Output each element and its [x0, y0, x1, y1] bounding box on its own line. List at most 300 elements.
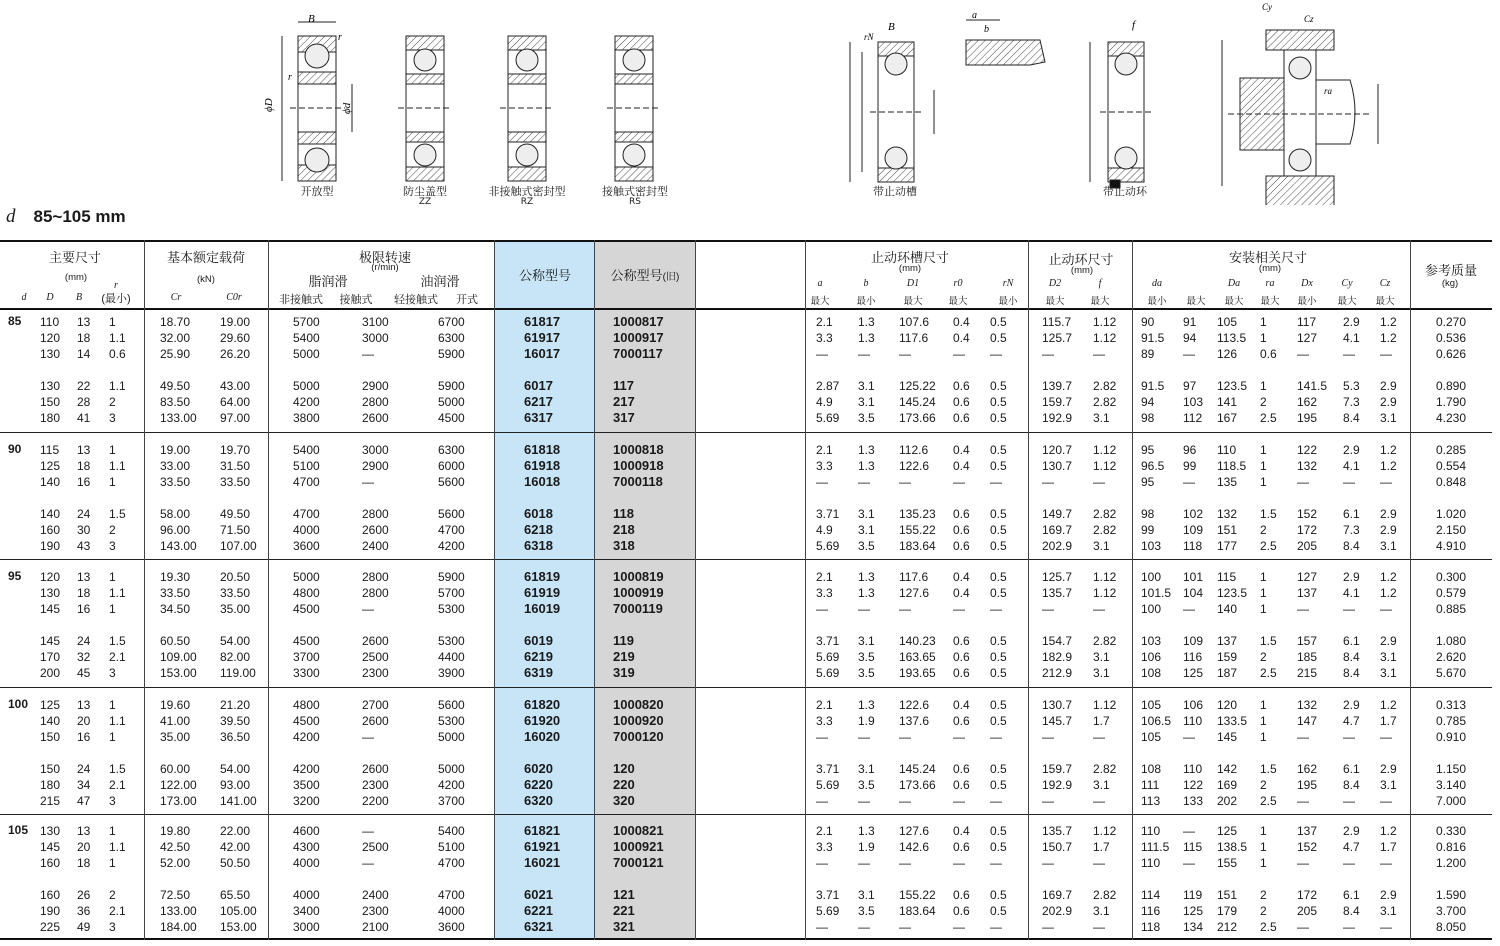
table-cell: 125.22 — [899, 379, 936, 393]
table-cell: 2600 — [362, 762, 389, 776]
groove-col-symbol: b — [863, 278, 869, 289]
table-cell: 2.1 — [816, 570, 833, 584]
old-model-number: 7000118 — [613, 474, 663, 489]
open-bearing-drawing — [282, 22, 352, 181]
table-cell: — — [990, 920, 1002, 934]
table-cell: 126 — [1217, 347, 1238, 361]
group-rule — [0, 559, 1492, 560]
table-cell: 3000 — [362, 331, 389, 345]
table-cell: — — [899, 475, 911, 489]
table-cell: 120.7 — [1042, 443, 1073, 457]
table-cell: 0.6 — [953, 539, 970, 553]
table-cell: 145 — [40, 602, 61, 616]
table-row — [0, 330, 1492, 346]
model-number: 61817 — [524, 314, 561, 329]
table-cell: 0.5 — [990, 778, 1007, 792]
table-row — [0, 458, 1492, 474]
table-cell: — — [1297, 347, 1309, 361]
table-cell: 2 — [1260, 395, 1267, 409]
table-cell: 35.00 — [160, 730, 191, 744]
table-cell: 24 — [77, 507, 91, 521]
table-cell: — — [899, 794, 911, 808]
table-cell: 1.3 — [858, 586, 875, 600]
old-model-number: 1000820 — [613, 697, 664, 712]
table-row — [0, 522, 1492, 538]
old-model-number: 119 — [613, 633, 634, 648]
table-cell: 31.50 — [220, 459, 251, 473]
table-cell: 225 — [40, 920, 61, 934]
table-cell: 145.24 — [899, 395, 936, 409]
table-cell: 110 — [1217, 443, 1237, 457]
table-cell: 7.3 — [1343, 523, 1360, 537]
groove-col-limit: 最大 — [903, 296, 923, 307]
old-model-number: 318 — [613, 538, 635, 553]
table-cell: 133.5 — [1217, 714, 1248, 728]
old-model-number: 219 — [613, 649, 635, 664]
table-cell: 18 — [77, 586, 91, 600]
dim-Cy: Cy — [1262, 2, 1272, 12]
table-cell: 123.5 — [1217, 586, 1248, 600]
table-cell: — — [1380, 475, 1392, 489]
table-cell: 3 — [109, 411, 116, 425]
table-row — [0, 839, 1492, 855]
table-cell: 0.5 — [990, 395, 1007, 409]
table-cell: — — [1183, 730, 1195, 744]
table-bottom-rule — [0, 938, 1492, 940]
old-model-number: 218 — [613, 522, 635, 537]
table-cell: 1.12 — [1093, 824, 1117, 838]
table-cell: 0.4 — [953, 459, 970, 473]
table-cell: 6700 — [438, 315, 465, 329]
table-cell: 3.5 — [858, 411, 875, 425]
table-cell: 101 — [1183, 570, 1204, 584]
table-cell: 3.71 — [816, 507, 840, 521]
table-cell: — — [1380, 347, 1392, 361]
table-cell: 1.12 — [1093, 586, 1117, 600]
table-cell: 0.5 — [990, 459, 1007, 473]
table-cell: 202.9 — [1042, 539, 1073, 553]
header-col-d: d — [21, 292, 27, 303]
table-cell: 5300 — [438, 602, 465, 616]
table-cell: 2.9 — [1343, 443, 1360, 457]
table-cell: 133.00 — [160, 411, 197, 425]
table-cell: 4.910 — [1436, 539, 1467, 553]
table-cell: 3700 — [293, 650, 320, 664]
table-cell: 116 — [1141, 904, 1161, 918]
table-cell: 13 — [77, 698, 91, 712]
table-cell: — — [990, 475, 1002, 489]
table-cell: 13 — [77, 315, 91, 329]
table-cell: 1.5 — [1260, 507, 1277, 521]
table-cell: 98 — [1141, 507, 1155, 521]
table-cell: 185 — [1297, 650, 1318, 664]
table-cell: — — [858, 856, 870, 870]
table-cell: 1.7 — [1093, 714, 1110, 728]
table-cell: 122 — [1183, 778, 1204, 792]
table-cell: 3.1 — [1093, 650, 1110, 664]
table-cell: 1 — [1260, 714, 1267, 728]
table-cell: — — [1093, 920, 1105, 934]
table-cell: 2900 — [362, 459, 389, 473]
table-cell: 103 — [1141, 634, 1162, 648]
bore-diameter: 85 — [8, 314, 22, 328]
table-cell: 1.3 — [858, 315, 875, 329]
groove-col-symbol: r0 — [953, 278, 963, 289]
table-cell: 3.1 — [1380, 666, 1397, 680]
table-cell: 170 — [40, 650, 61, 664]
label-open: 开放型 — [300, 185, 334, 198]
table-cell: 3.3 — [816, 714, 833, 728]
model-number: 16020 — [524, 729, 561, 744]
mount-col-symbol: Da — [1227, 278, 1241, 289]
table-cell: 150 — [40, 395, 61, 409]
table-cell: 2 — [1260, 888, 1267, 902]
table-cell: 130 — [40, 586, 61, 600]
model-number: 6221 — [524, 903, 553, 918]
table-cell: 143.00 — [160, 539, 197, 553]
table-cell: 3.1 — [858, 634, 875, 648]
table-cell: — — [899, 602, 911, 616]
table-cell: 4800 — [293, 698, 320, 712]
table-row — [0, 919, 1492, 935]
table-cell: 2.9 — [1380, 634, 1397, 648]
table-cell: 190 — [40, 539, 61, 553]
table-cell: — — [1093, 475, 1105, 489]
table-cell: 108 — [1141, 666, 1162, 680]
table-cell: 212.9 — [1042, 666, 1073, 680]
table-cell: 26 — [77, 888, 91, 902]
table-cell: 24 — [77, 762, 91, 776]
table-cell: 1 — [1260, 824, 1267, 838]
group-rule — [0, 432, 1492, 433]
table-cell: 2.82 — [1093, 379, 1117, 393]
table-cell: 125 — [1183, 904, 1204, 918]
table-cell: 8.4 — [1343, 904, 1360, 918]
table-cell: 173.00 — [160, 794, 197, 808]
table-cell: 3.1 — [858, 762, 875, 776]
table-cell: 4200 — [438, 539, 465, 553]
table-row — [0, 633, 1492, 649]
old-model-number: 319 — [613, 665, 635, 680]
table-cell: 137 — [1217, 634, 1238, 648]
table-cell: — — [953, 794, 965, 808]
table-cell: 5.670 — [1436, 666, 1467, 680]
header-mass-unit: (kg) — [1441, 278, 1459, 289]
table-cell: 2.620 — [1436, 650, 1467, 664]
table-cell: — — [1297, 920, 1309, 934]
old-model-number: 7000119 — [613, 601, 663, 616]
table-cell: — — [1343, 475, 1355, 489]
table-cell: 19.70 — [220, 443, 251, 457]
table-cell: 0.554 — [1436, 459, 1467, 473]
header-col-B: B — [75, 292, 83, 303]
table-cell: 125 — [40, 698, 61, 712]
table-cell: 2.1 — [109, 778, 126, 792]
table-cell: 0.6 — [1260, 347, 1277, 361]
table-cell: 13 — [77, 443, 91, 457]
table-cell: 1.3 — [858, 570, 875, 584]
table-cell: 4700 — [438, 856, 465, 870]
table-cell: 5300 — [438, 634, 465, 648]
table-cell: 2500 — [362, 650, 389, 664]
table-cell: 95 — [1141, 443, 1155, 457]
table-cell: 4200 — [293, 762, 320, 776]
table-cell: 132 — [1297, 698, 1318, 712]
label-groove: 带止动槽 — [873, 185, 917, 198]
table-cell: 162 — [1297, 762, 1318, 776]
table-cell: 5900 — [438, 379, 465, 393]
mount-col-limit: 最大 — [1186, 296, 1206, 307]
table-cell: — — [990, 602, 1002, 616]
table-cell: 0.579 — [1436, 586, 1467, 600]
table-row — [0, 474, 1492, 490]
table-cell: 142.6 — [899, 840, 930, 854]
table-cell: 60.00 — [160, 762, 191, 776]
table-cell: 1 — [109, 602, 116, 616]
table-row — [0, 665, 1492, 681]
table-cell: — — [953, 730, 965, 744]
table-cell: 1.020 — [1436, 507, 1467, 521]
header-col-r: r — [114, 280, 118, 291]
table-cell: 3.1 — [858, 379, 875, 393]
table-row — [0, 538, 1492, 554]
table-cell: 16 — [77, 602, 91, 616]
table-cell: 1.3 — [858, 443, 875, 457]
model-number: 6020 — [524, 761, 553, 776]
table-cell: — — [899, 856, 911, 870]
table-cell: 122.6 — [899, 459, 930, 473]
table-cell: 125 — [40, 459, 61, 473]
table-cell: 8.4 — [1343, 666, 1360, 680]
table-cell: 1.2 — [1380, 698, 1397, 712]
mount-col-limit: 最小 — [1147, 296, 1167, 307]
table-cell: 145 — [1217, 730, 1238, 744]
table-cell: 5000 — [438, 762, 465, 776]
table-cell: 100 — [1141, 570, 1162, 584]
table-cell: 1 — [109, 475, 116, 489]
table-cell: 1 — [1260, 570, 1267, 584]
table-cell: — — [858, 730, 870, 744]
table-cell: — — [953, 602, 965, 616]
table-cell: 4200 — [438, 778, 465, 792]
table-cell: 41 — [77, 411, 91, 425]
table-cell: 2 — [1260, 523, 1267, 537]
table-cell: 0.6 — [953, 634, 970, 648]
table-cell: 3.1 — [1093, 666, 1110, 680]
table-cell: 5000 — [438, 730, 465, 744]
table-cell: — — [953, 920, 965, 934]
table-cell: 5100 — [293, 459, 320, 473]
table-cell: 1.12 — [1093, 331, 1117, 345]
table-cell: 3.5 — [858, 666, 875, 680]
table-cell: 118 — [1141, 920, 1161, 934]
table-cell: 0.5 — [990, 904, 1007, 918]
table-cell: 5.69 — [816, 666, 840, 680]
header-grease: 脂润滑 — [308, 274, 348, 289]
table-row — [0, 585, 1492, 601]
table-cell: 145 — [40, 634, 61, 648]
table-cell: — — [899, 730, 911, 744]
table-cell: 137 — [1297, 824, 1318, 838]
table-cell: 0.330 — [1436, 824, 1467, 838]
table-cell: 110 — [1183, 762, 1203, 776]
table-cell: 4200 — [293, 730, 320, 744]
table-cell: 1.2 — [1380, 824, 1397, 838]
table-cell: 60.50 — [160, 634, 191, 648]
table-cell: 0.4 — [953, 443, 970, 457]
table-cell: — — [1343, 347, 1355, 361]
table-row — [0, 761, 1492, 777]
header-ring: 止动环尺寸 — [1048, 252, 1114, 267]
table-cell: 125.7 — [1042, 570, 1073, 584]
table-cell: — — [1183, 824, 1195, 838]
header-groove: 止动环槽尺寸 — [870, 250, 949, 265]
table-cell: 141.5 — [1297, 379, 1328, 393]
table-cell: 0.848 — [1436, 475, 1467, 489]
table-cell: — — [816, 730, 828, 744]
old-model-number: 7000121 — [613, 855, 664, 870]
table-cell: 34 — [77, 778, 91, 792]
table-cell: 123.5 — [1217, 379, 1248, 393]
table-cell: 115 — [1183, 840, 1203, 854]
table-cell: 18.70 — [160, 315, 191, 329]
table-cell: 96.00 — [160, 523, 191, 537]
model-number: 16021 — [524, 855, 561, 870]
header-mount: 安装相关尺寸 — [1228, 250, 1307, 265]
table-cell: 2 — [109, 523, 116, 537]
table-cell: 2300 — [362, 904, 389, 918]
table-cell: 47 — [77, 794, 91, 808]
table-cell: 3.1 — [1380, 904, 1397, 918]
table-cell: 3.1 — [1093, 904, 1110, 918]
table-cell: 0.5 — [990, 379, 1007, 393]
table-cell: 130 — [40, 379, 61, 393]
dim-r: r — [338, 32, 342, 43]
table-cell: 8.4 — [1343, 539, 1360, 553]
table-cell: 18 — [77, 331, 91, 345]
table-cell: 4700 — [293, 507, 320, 521]
table-cell: 5700 — [293, 315, 320, 329]
table-cell: — — [1343, 920, 1355, 934]
table-cell: 1.12 — [1093, 698, 1117, 712]
table-cell: 118.5 — [1217, 459, 1247, 473]
table-cell: 107.00 — [220, 539, 257, 553]
dim-d: ϕd — [341, 102, 353, 114]
table-cell: 5400 — [293, 443, 320, 457]
table-cell: 2600 — [362, 714, 389, 728]
table-cell: 151 — [1217, 888, 1238, 902]
table-cell: 91.5 — [1141, 331, 1165, 345]
table-cell: 5600 — [438, 698, 465, 712]
table-cell: 0.6 — [953, 379, 970, 393]
table-cell: 141.00 — [220, 794, 257, 808]
table-cell: 155 — [1217, 856, 1238, 870]
mount-col-limit: 最大 — [1224, 296, 1244, 307]
table-cell: 33.50 — [220, 586, 251, 600]
table-cell: 13 — [77, 570, 91, 584]
table-cell: 2500 — [362, 840, 389, 854]
table-cell: 33.50 — [160, 586, 191, 600]
table-cell: 140 — [1217, 602, 1238, 616]
table-cell: 4000 — [293, 856, 320, 870]
table-cell: — — [1093, 794, 1105, 808]
table-cell: 135.7 — [1042, 586, 1073, 600]
table-cell: 1 — [109, 824, 116, 838]
header-col-C0r: C0r — [226, 292, 242, 303]
header-load-unit: (kN) — [197, 274, 215, 285]
table-cell: 0.313 — [1436, 698, 1467, 712]
table-cell: 202.9 — [1042, 904, 1073, 918]
table-cell: 97 — [1183, 379, 1197, 393]
table-cell: 0.5 — [990, 443, 1007, 457]
table-cell: 2.82 — [1093, 507, 1117, 521]
table-cell: 0.626 — [1436, 347, 1467, 361]
table-cell: 1.3 — [858, 459, 875, 473]
table-cell: 14 — [77, 347, 91, 361]
table-cell: — — [1380, 856, 1392, 870]
table-cell: 160 — [40, 856, 61, 870]
table-cell: 3.1 — [1380, 539, 1397, 553]
table-cell: 0.885 — [1436, 602, 1467, 616]
table-cell: 153.00 — [160, 666, 197, 680]
header-ring-unit: (mm) — [1070, 265, 1094, 276]
table-cell: 103 — [1183, 395, 1204, 409]
table-cell: 5900 — [438, 347, 465, 361]
dim-b: b — [984, 24, 989, 35]
groove-col-symbol: D1 — [906, 278, 920, 289]
mount-col-limit: 最大 — [1260, 296, 1280, 307]
table-cell: 184.00 — [160, 920, 197, 934]
table-cell: — — [362, 856, 374, 870]
table-cell: 2 — [1260, 904, 1267, 918]
table-cell: — — [1042, 730, 1054, 744]
table-cell: 3200 — [293, 794, 320, 808]
model-number: 6318 — [524, 538, 553, 553]
model-number: 6021 — [524, 887, 553, 902]
table-cell: 4700 — [438, 523, 465, 537]
table-cell: 1.12 — [1093, 570, 1117, 584]
table-cell: 1.3 — [858, 331, 875, 345]
ring-bearing-drawing — [1090, 42, 1152, 188]
header-mount-unit: (mm) — [1258, 263, 1282, 274]
table-cell: 0.4 — [953, 586, 970, 600]
table-cell: 0.6 — [953, 395, 970, 409]
table-cell: — — [953, 475, 965, 489]
table-cell: 2.1 — [109, 904, 126, 918]
table-row — [0, 855, 1492, 871]
table-cell: 0.4 — [953, 570, 970, 584]
header-load: 基本额定载荷 — [166, 250, 245, 265]
table-cell: 5000 — [293, 570, 320, 584]
table-cell: 0.6 — [953, 762, 970, 776]
table-cell: 91 — [1183, 315, 1197, 329]
table-cell: 1.2 — [1380, 315, 1397, 329]
table-cell: 2.9 — [1343, 315, 1360, 329]
header-model: 公称型号 — [518, 268, 571, 283]
table-cell: 141 — [1217, 395, 1238, 409]
table-cell: 5.69 — [816, 778, 840, 792]
table-cell: 5.69 — [816, 650, 840, 664]
table-cell: 0.5 — [990, 698, 1007, 712]
table-cell: 0.5 — [990, 824, 1007, 838]
table-cell: 3000 — [362, 443, 389, 457]
table-cell: 3.140 — [1436, 778, 1467, 792]
table-cell: 1 — [1260, 840, 1267, 854]
table-cell: 5700 — [438, 586, 465, 600]
table-cell: 4500 — [293, 602, 320, 616]
table-cell: 2800 — [362, 507, 389, 521]
table-cell: 145 — [40, 840, 61, 854]
